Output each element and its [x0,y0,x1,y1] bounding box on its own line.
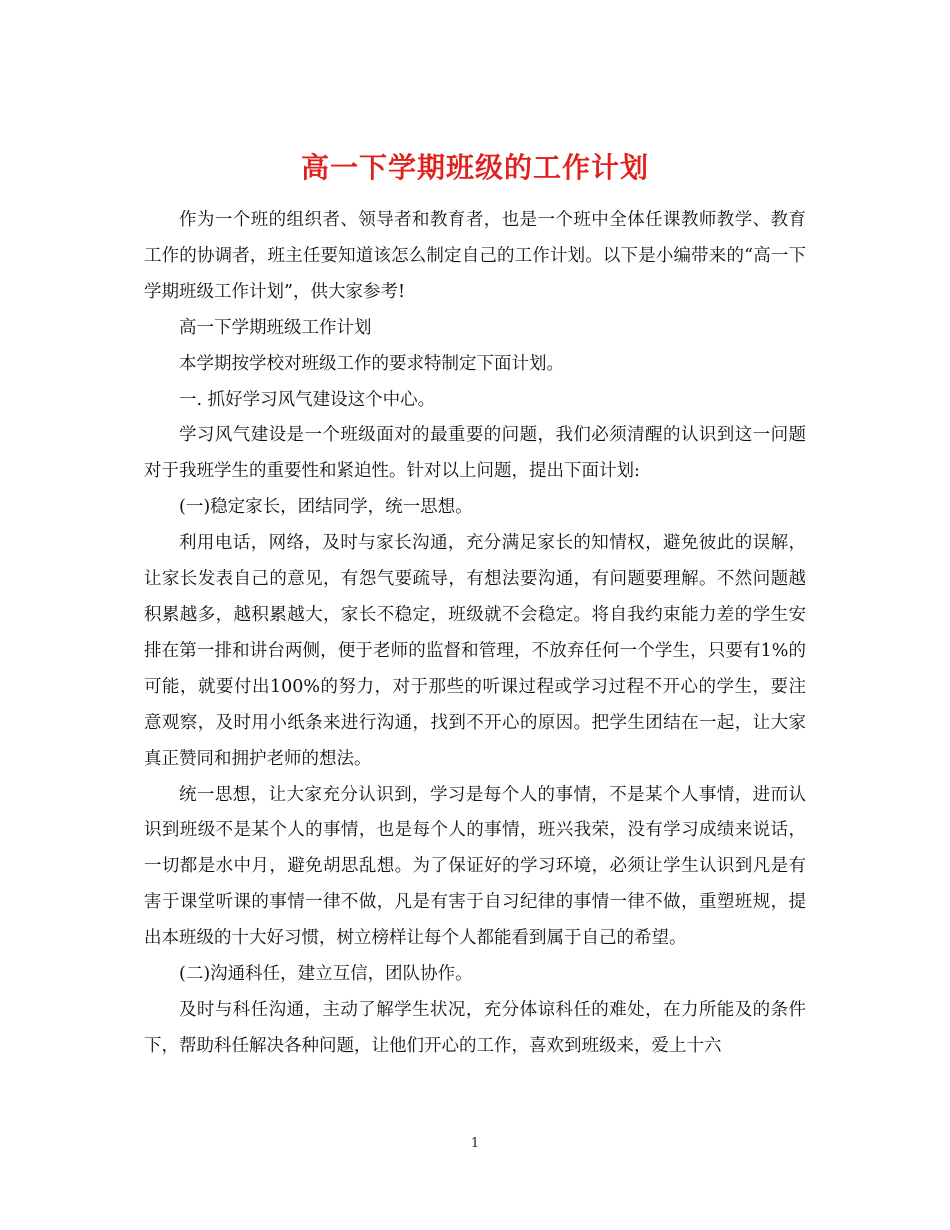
subsection-heading-2: (二)沟通科任，建立互信，团队协作。 [179,964,473,985]
paragraph-parent-communication: 利用电话，网络，及时与家长沟通，充分满足家长的知情权，避免彼此的误解，让家长发表自己的意见，有怨气要疏导，有想法要沟通，有问题要理解。不然问题越积累越多，越积累越大，家长不稳定，班级就不会稳定。将自我约束能力差的学生安排在第一排和讲台两侧，便于老师的监督和管理，不放弃任何一个学生，只要有1%的可能，就要付出100%的努力，对于那些的听课过程或学习过程不开心的学生，要注意观察，及时用小纸条来进行沟通，找到不开心的原因。把学生团结在一起，让大家真正赞同和拥护老师的想法。 [144,533,806,769]
paragraph-intro: 作为一个班的组织者、领导者和教育者，也是一个班中全体任课教师教学、教育工作的协调者，班主任要知道该怎么制定自己的工作计划。以下是小编带来的“高一下学期班级工作计划”，供大家参考! [144,210,806,302]
page-number: 1 [470,1136,480,1151]
page-title: 高一下学期班级的工作计划 [300,150,649,184]
subsection-heading-1: (一)稳定家长，团结同学，统一思想。 [179,497,473,518]
paragraph-unify-thinking: 统一思想，让大家充分认识到，学习是每个人的事情，不是某个人事情，进而认识到班级不是某个人的事情，也是每个人的事情，班兴我荣，没有学习成绩来说话，一切都是水中月，避免胡思乱想。为了保证好的学习环境，必须让学生认识到凡是有害于课堂听课的事情一律不做，凡是有害于自习纪律的事情一律不做，重塑班规，提出本班级的十大好习惯，树立榜样让每个人都能看到属于自己的希望。 [144,784,806,949]
paragraph-subtitle: 高一下学期班级工作计划 [179,317,372,338]
section-heading-1: 一. 抓好学习风气建设这个中心。 [179,389,436,410]
document-body [144,203,806,1065]
paragraph-teacher-communication: 及时与科任沟通，主动了解学生状况，充分体谅科任的难处，在力所能及的条件下，帮助科任解决各种问题，让他们开心的工作，喜欢到班级来，爱上十六 [144,999,806,1056]
paragraph-study-atmosphere: 学习风气建设是一个班级面对的最重要的问题，我们必须清醒的认识到这一问题对于我班学生的重要性和紧迫性。针对以上问题，提出下面计划: [144,425,806,482]
paragraph-plan-basis: 本学期按学校对班级工作的要求特制定下面计划。 [179,353,564,374]
